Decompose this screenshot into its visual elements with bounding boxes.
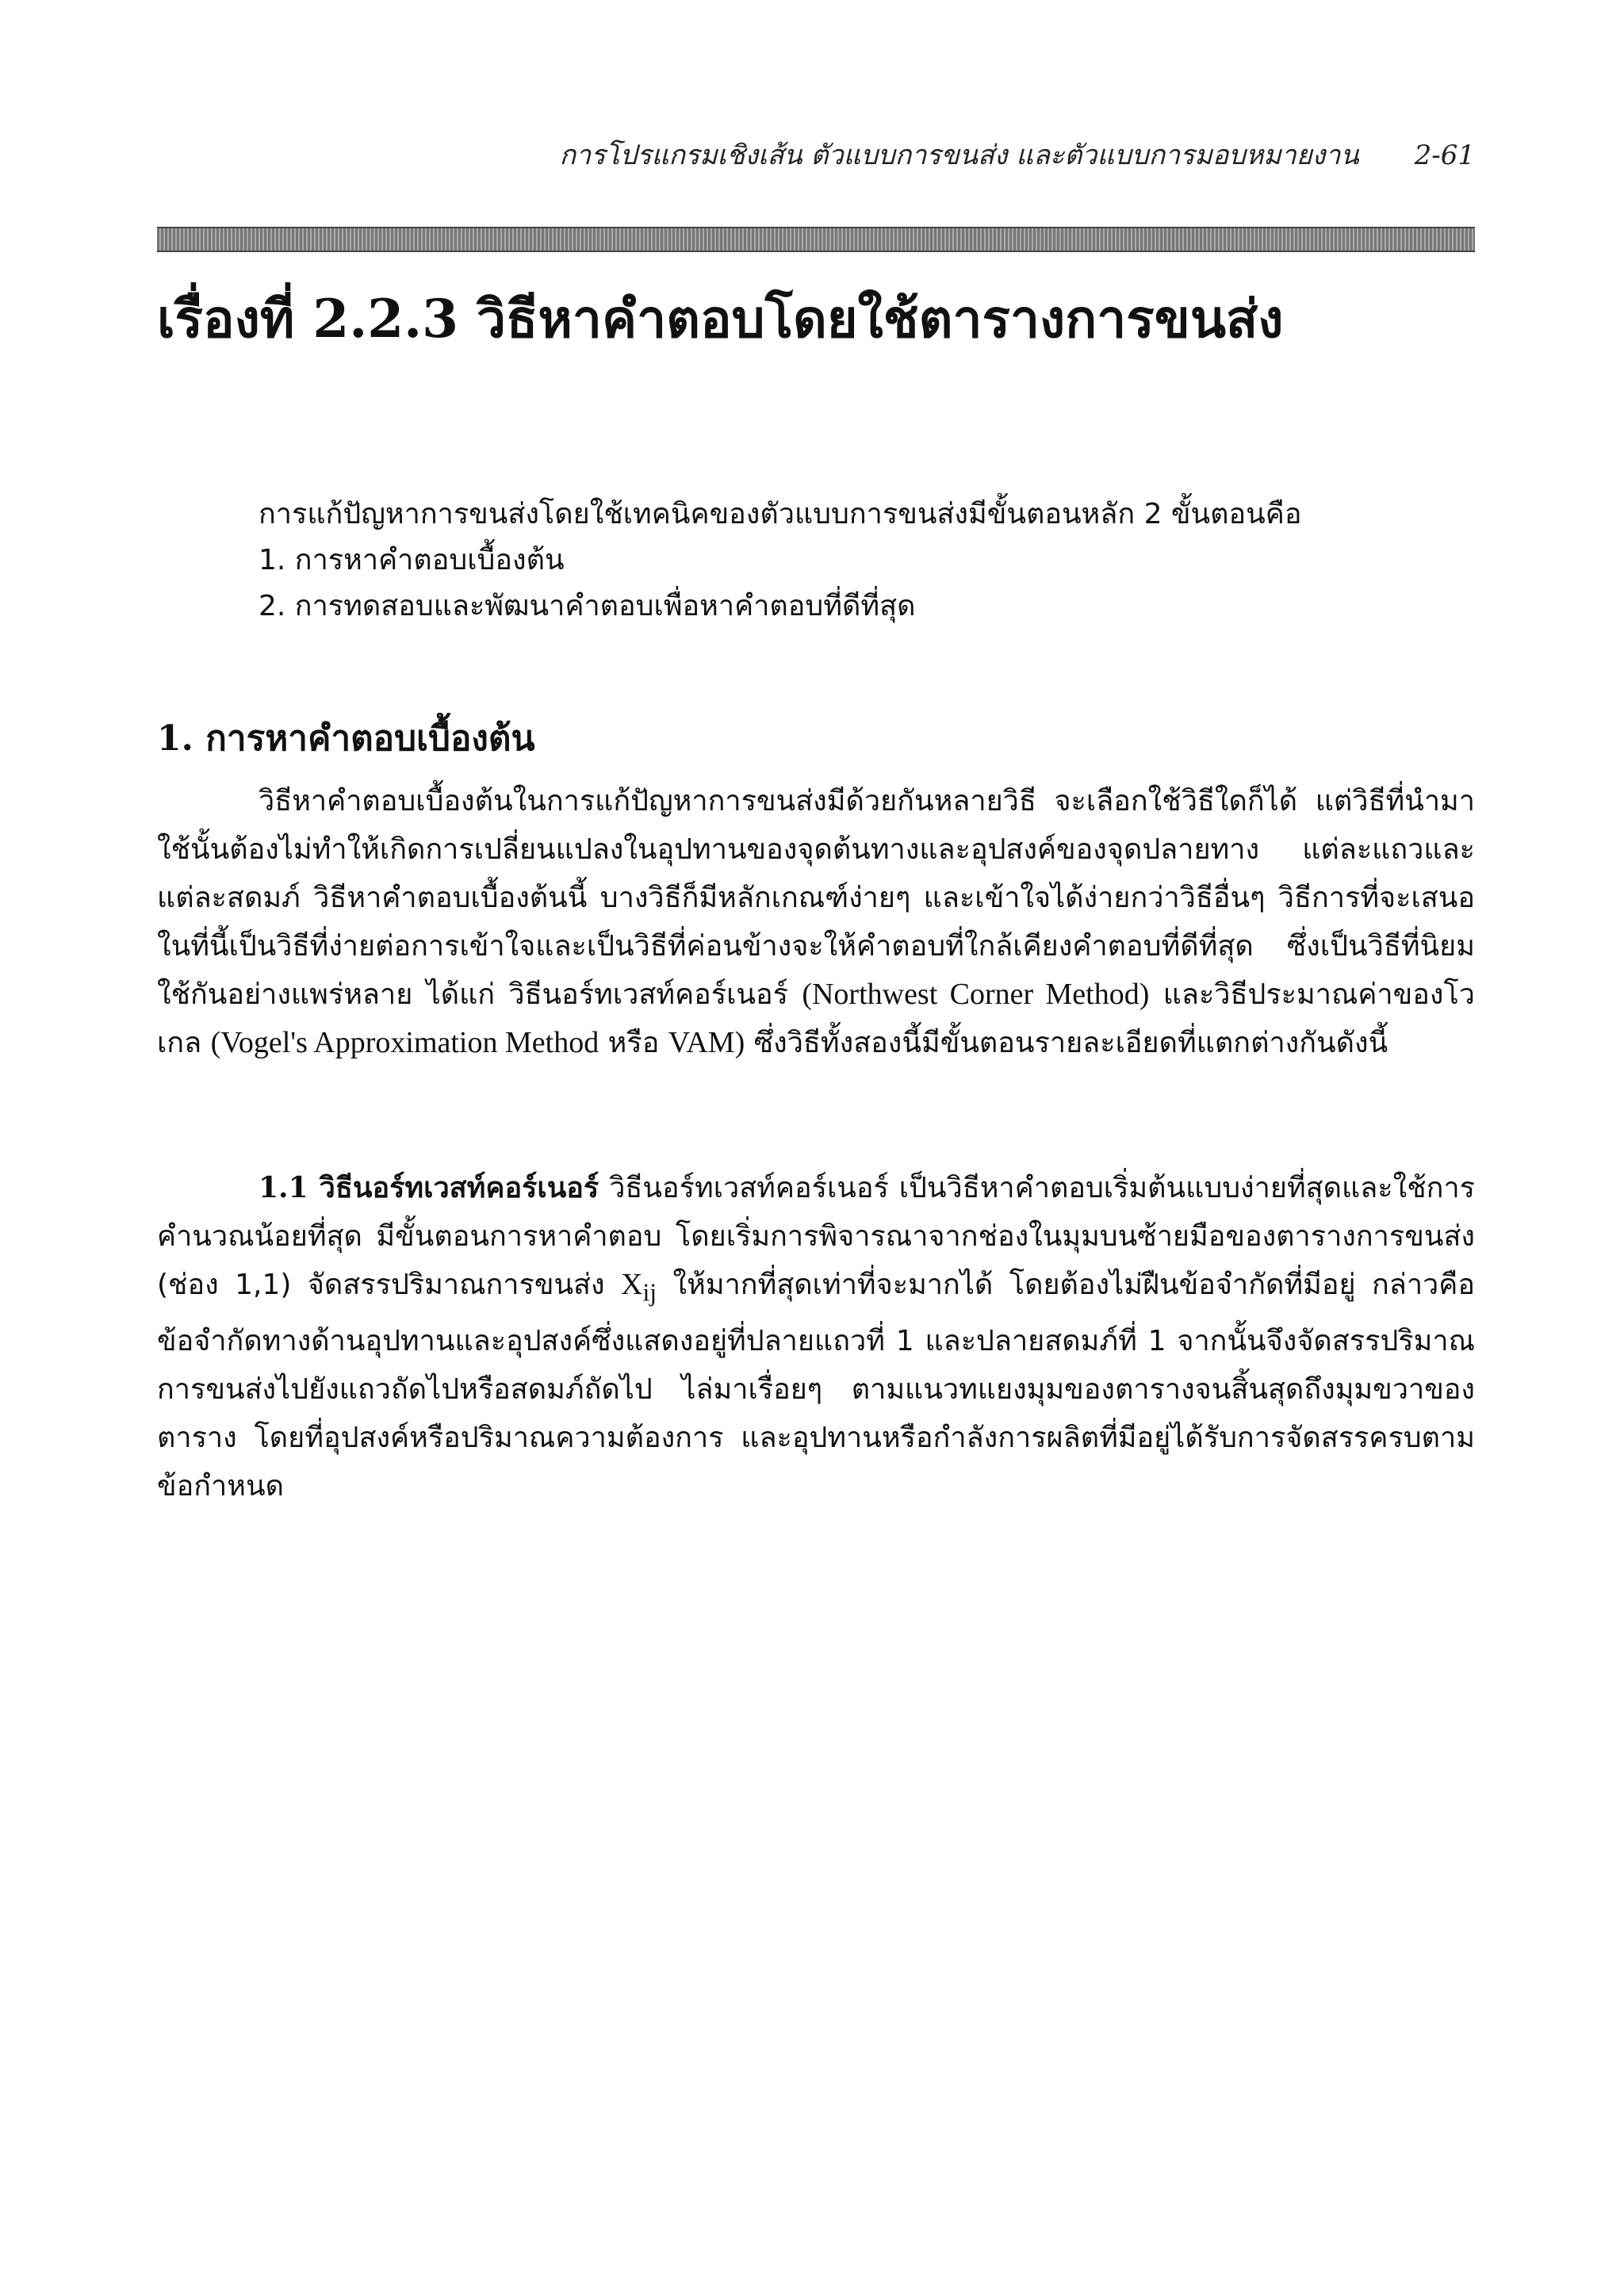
variable-x-subscript: ij xyxy=(642,1278,657,1307)
para1-text-d: ซึ่งวิธีทั้งสองนี้มีขั้นตอนรายละเอียดที่แตกต่างกันดังนี้ xyxy=(753,1027,1388,1059)
para1-text-c: หรือ xyxy=(607,1027,660,1059)
variable-x-symbol: X xyxy=(621,1268,643,1301)
variable-x xyxy=(621,1268,657,1307)
para1-text-a: วิธีหาคำตอบเบื้องต้นในการแก้ปัญหาการขนส่งมีด้วยกันหลายวิธี จะเลือกใช้วิธีใดก็ได้ แต่วิธีที่นำมาใช้นั้นต้องไม่ทำให้เกิดการเปลี่ยนแปลงในอุปทานของจุดต้นทางและอุปสงค์ของจุดปลายทาง แต่ละแถวและแต่ละสดมภ์ วิธีหาคำตอบเบื้องต้นนี้ บางวิธีก็มีหลักเกณฑ์ง่ายๆ และเข้าใจได้ง่ายกว่าวิธีอื่นๆ วิธีการที่จะเสนอในที่นี้เป็นวิธีที่ง่ายต่อการเข้าใจและเป็นวิธีที่ค่อนข้างจะให้คำตอบที่ใกล้เคียงคำตอบที่ดีที่สุด ซึ่งเป็นวิธีที่นิยมใช้กันอย่างแพร่หลาย ได้แก่ วิธีนอร์ทเวสท์คอร์เนอร์ xyxy=(157,785,1475,1011)
para2-text-b: ให้มากที่สุดเท่าที่จะมากได้ โดยต้องไม่ฝืนข้อจำกัดที่มีอยู่ กล่าวคือ ข้อจำกัดทางด้านอุปทานและอุปสงค์ซึ่งแสดงอยู่ที่ปลายแถวที่ 1 และปลายสดมภ์ที่ 1 จากนั้นจึงจัดสรรปริมาณการขนส่งไปยังแถวถัดไปหรือสดมภ์ถัดไป ไล่มาเรื่อยๆ ตามแนวทแยงมุมของตารางจนสิ้นสุดถึงมุมขวาของตาราง โดยที่อุปสงค์หรือปริมาณความต้องการ และอุปทานหรือกำลังการผลิตที่มีอยู่ได้รับการจัดสรรครบตามข้อกำหนด xyxy=(157,1269,1475,1503)
intro-block xyxy=(259,492,1301,630)
page-number: 2-61 xyxy=(1414,140,1475,171)
paragraph-initial-solution xyxy=(157,777,1475,1067)
running-header xyxy=(0,133,1475,176)
section-title: เรื่องที่ 2.2.3 วิธีหาคำตอบโดยใช้ตารางการขนส่ง xyxy=(157,288,1284,350)
intro-step-1: 1. การหาคำตอบเบื้องต้น xyxy=(259,544,565,576)
running-title: การโปรแกรมเชิงเส้น ตัวแบบการขนส่ง และตัวแบบการมอบหมายงาน xyxy=(559,140,1359,171)
para2-bold-lead: 1.1 วิธีนอร์ทเวสท์คอร์เนอร์ xyxy=(259,1171,599,1204)
subsection-heading: 1. การหาคำตอบเบื้องต้น xyxy=(157,718,535,759)
para1-text-b: และวิธีประมาณค่าของโวเกล xyxy=(157,978,1475,1059)
section-divider xyxy=(157,227,1475,252)
para2-text-a: วิธีนอร์ทเวสท์คอร์เนอร์ เป็นวิธีหาคำตอบเริ่มต้นแบบง่ายที่สุดและใช้การคำนวณน้อยที่สุด มีขั้นตอนการหาคำตอบ โดยเริ่มการพิจารณาจากช่องในมุมบนซ้ายมือของตารางการขนส่ง (ช่อง 1,1) จัดสรรปริมาณการขนส่ง xyxy=(157,1172,1475,1301)
para1-latin-a: (Northwest Corner Method) xyxy=(802,978,1150,1011)
intro-lead: การแก้ปัญหาการขนส่งโดยใช้เทคนิคของตัวแบบการขนส่งมีขั้นตอนหลัก 2 ขั้นตอนคือ xyxy=(259,498,1302,530)
paragraph-northwest-corner xyxy=(157,1164,1475,1510)
intro-step-2: 2. การทดสอบและพัฒนาคำตอบเพื่อหาคำตอบที่ดีที่สุด xyxy=(259,590,916,622)
para1-latin-b: (Vogel's Approximation Method xyxy=(210,1026,599,1059)
para1-latin-c: VAM) xyxy=(668,1026,745,1059)
